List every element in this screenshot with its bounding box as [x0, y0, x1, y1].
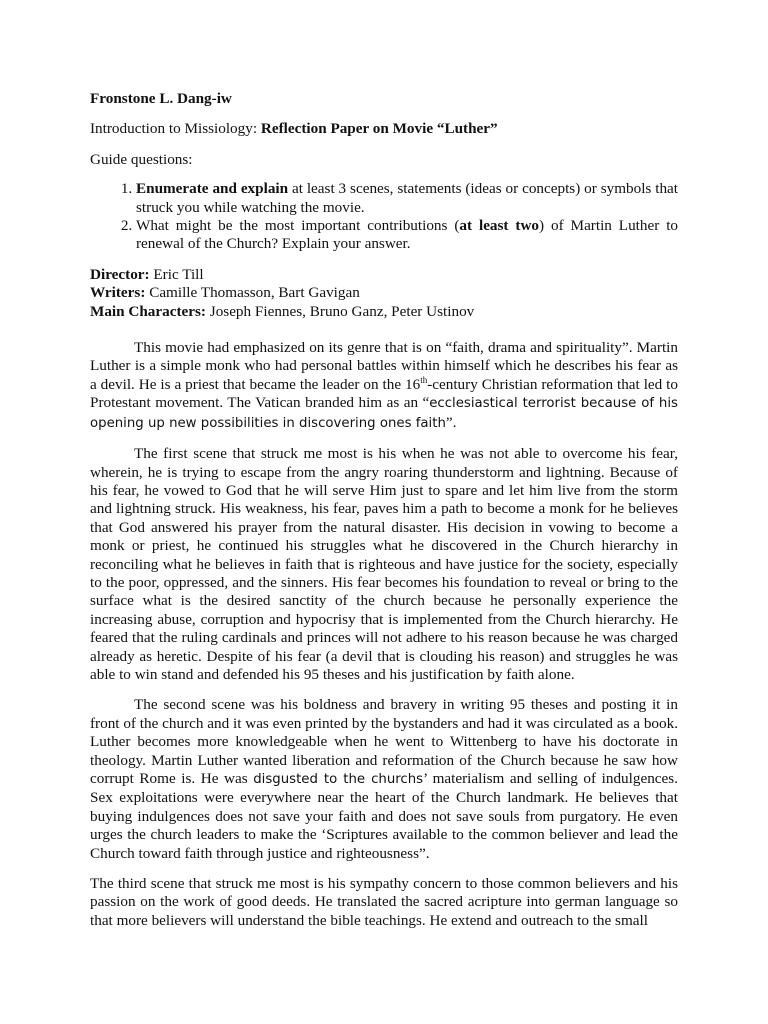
course-prefix: Introduction to Missiology:	[90, 120, 261, 138]
quoted-text: ecclesiastical terrorist because of his opening up new possibilities in discovering ones faith	[90, 396, 678, 431]
paragraph-text-sans: disgusted to the churchs	[253, 772, 424, 787]
document-body	[90, 90, 678, 942]
guide-question	[136, 180, 678, 217]
writers-label: Writers:	[90, 284, 146, 302]
paragraph-text: -century Christian reformation that led to Protestant movement. The Vatican branded him as an “	[90, 375, 678, 412]
director-line	[90, 266, 678, 284]
paragraph-first-scene: The first scene that struck me most is his when he was not able to overcome his fear, wherein, he is trying to escape from the angry roaring thunderstorm and lightning. Because of his fear, he vowed to God that he will serve Him just to spare and let him live from the storm and lightning struck. His weakness, his fear, paves him a path to become a monk for he believes that God answered his prayer from the natural disaster. His decision in vowing to become a monk or priest, he continued his struggles what he discovered in the Church hierarchy in reconciling what he believes in faith that is righteous and have justice for the society, especially to the poor, oppressed, and the sinners. His fear becomes his foundation to reveal or bring to the surface what is the desired sanctity of the church because he personally experience the increasing abuse, corruption and hypocrisy that is implemented from the Church hierarchy. He feared that the ruling cardinals and princes will not adhere to his reason because he was charged already as heretic. Despite of his fear (a devil that is clouding his reason) and struggles he was able to win stand and defended his 95 theses and his justification by faith alone.	[90, 445, 678, 683]
paragraph-text: This movie had emphasized on its genre that is on “faith, drama and spirituality”. Martin Luther is a simple monk who had personal battles within himself which he describes his fear as a devil. He is a priest that became the leader on the 16	[90, 339, 678, 393]
director-value: Eric Till	[149, 265, 204, 283]
question-emphasis: Enumerate and explain	[136, 180, 289, 198]
question-text: What might be the most important contributions (	[136, 217, 460, 235]
characters-label: Main Characters:	[90, 302, 206, 320]
question-text: ) of Martin Luther to renewal of the Church? Explain your answer.	[136, 217, 679, 253]
paragraph-text: ”.	[445, 413, 457, 431]
director-label: Director:	[90, 265, 150, 283]
paper-title: Reflection Paper on Movie “Luther”	[260, 120, 498, 138]
author-name: Fronstone L. Dang-iw	[90, 90, 232, 107]
paragraph-second-scene	[90, 696, 678, 863]
guide-question	[136, 217, 678, 254]
paragraph-third-scene: The third scene that struck me most is his sympathy concern to those common believers and his passion on the work of good deeds. He translated the sacred acripture into german language so that more believers will understand the bible teachings. He extend and outreach to the small	[90, 875, 678, 929]
paragraph-intro	[90, 339, 678, 433]
writers-line	[90, 284, 678, 302]
paragraph-text: The second scene was his boldness and bravery in writing 95 theses and posting it in front of the church and it was even printed by the bystanders and had it was circulated as a book. Luther becomes more knowledgeable when he went to Wittenberg to have his doctorate in theology. Martin Luther wanted liberation and reformation of the Church because he saw how corrupt Rome is. He was	[90, 696, 678, 787]
question-text: at least 3 scenes, statements (ideas or concepts) or symbols that struck you while watching the movie.	[136, 180, 678, 216]
writers-value: Camille Thomasson, Bart Gavigan	[145, 284, 360, 302]
question-emphasis: at least two	[459, 217, 540, 235]
characters-value: Joseph Fiennes, Bruno Ganz, Peter Ustinov	[205, 302, 475, 320]
superscript: th	[420, 374, 428, 385]
movie-credits	[90, 266, 678, 321]
course-line	[90, 120, 678, 138]
guide-questions-list	[90, 180, 678, 254]
guide-questions-label: Guide questions:	[90, 150, 193, 168]
paragraph-text: ’ materialism and selling of indulgences. Sex exploitations were everywhere near the heart of the Church landmark. He believes that buying indulgences does not save your faith and does not save souls from purgatory. He even urges the church leaders to make the ‘Scriptures available to the common believer and lead the Church toward faith through justice and righteousness”.	[90, 770, 678, 862]
characters-line	[90, 303, 678, 321]
